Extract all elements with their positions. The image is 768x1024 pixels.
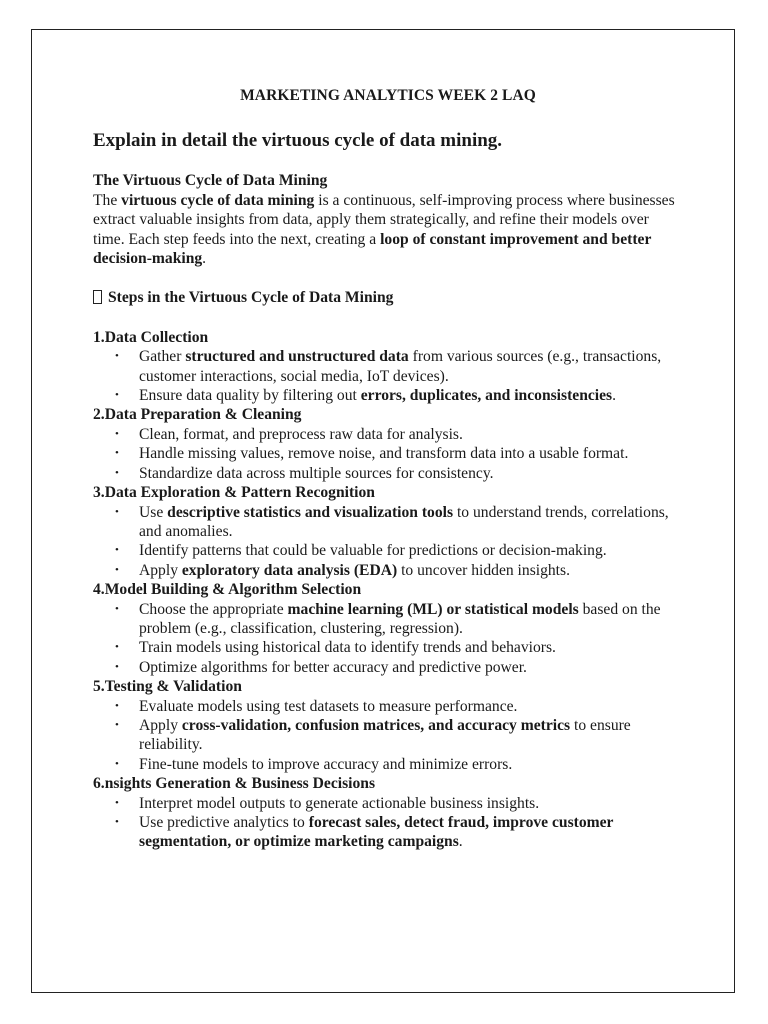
document-title: MARKETING ANALYTICS WEEK 2 LAQ [240, 87, 536, 104]
bullet-item: • Use descriptive statistics and visualization tools to understand trends, correlations, and anomalies. [115, 503, 669, 540]
bullet-item: • Choose the appropriate machine learning (ML) or statistical models based on the problem (e.g., classification, clustering, regression). [115, 600, 661, 637]
bullet-dot-icon: • [115, 563, 119, 576]
missing-glyph-icon [93, 290, 102, 304]
bullet-item: • Train models using historical data to identify trends and behaviors. [115, 639, 556, 657]
steps-list [93, 328, 683, 852]
bullet-item: • Ensure data quality by filtering out errors, duplicates, and inconsistencies. [115, 387, 617, 405]
steps-heading: Steps in the Virtuous Cycle of Data Mining [93, 288, 683, 307]
bullet-list [93, 503, 683, 581]
bullet-dot-icon: • [115, 757, 119, 770]
bullet-dot-icon: • [115, 816, 119, 828]
bullet-list [93, 347, 683, 405]
bullet-dot-icon: • [115, 389, 119, 402]
bullet-item: • Clean, format, and preprocess raw data for analysis. [115, 425, 463, 443]
bullet-dot-icon: • [115, 641, 119, 654]
bullet-item: • Use predictive analytics to forecast sales, detect fraud, improve customer segmentation, or optimize marketing campaigns. [115, 814, 614, 851]
bullet-list [93, 600, 683, 678]
step-title: 2.Data Preparation & Cleaning [93, 406, 302, 424]
bullet-item: • Apply cross-validation, confusion matrices, and accuracy metrics to ensure reliability. [115, 716, 631, 754]
bullet-item: • Evaluate models using test datasets to measure performance. [115, 697, 518, 715]
step-title: 6.nsights Generation & Business Decisions [93, 775, 376, 793]
bullet-dot-icon: • [115, 602, 119, 615]
bullet-item: • Apply exploratory data analysis (EDA) to uncover hidden insights. [115, 561, 570, 579]
bullet-list [93, 697, 683, 775]
bullet-item: • Gather structured and unstructured data from various sources (e.g., transactions, customer interactions, social media, IoT devices). [115, 348, 662, 385]
bullet-item: • Standardize data across multiple sources for consistency. [115, 464, 494, 482]
step-title: 1.Data Collection [93, 328, 209, 346]
section-heading: The Virtuous Cycle of Data Mining [93, 172, 328, 190]
step-3 [93, 483, 683, 580]
document-body [93, 86, 683, 852]
bullet-dot-icon: • [115, 447, 119, 460]
step-4 [93, 580, 683, 677]
bullet-list [93, 794, 683, 852]
step-5 [93, 677, 683, 774]
bullet-dot-icon: • [115, 427, 119, 440]
step-title: 4.Model Building & Algorithm Selection [93, 581, 362, 599]
bullet-dot-icon: • [115, 544, 119, 557]
bullet-dot-icon: • [115, 699, 119, 712]
bullet-dot-icon: • [115, 505, 119, 518]
bullet-item: • Fine-tune models to improve accuracy and minimize errors. [115, 755, 513, 773]
bullet-item: • Interpret model outputs to generate actionable business insights. [115, 794, 540, 812]
bullet-dot-icon: • [115, 718, 119, 731]
bullet-dot-icon: • [115, 660, 119, 673]
step-title: 3.Data Exploration & Pattern Recognition [93, 484, 375, 502]
step-title: 5.Testing & Validation [93, 678, 242, 696]
bullet-list [93, 425, 683, 483]
bullet-item: • Identify patterns that could be valuable for predictions or decision-making. [115, 542, 607, 560]
bullet-dot-icon: • [115, 350, 119, 363]
step-1 [93, 328, 683, 406]
bullet-dot-icon: • [115, 796, 119, 809]
step-2 [93, 405, 683, 483]
intro-paragraph: The virtuous cycle of data mining is a continuous, self-improving process where businesses extract valuable insights from data, apply them strategically, and refine their models over time. Each step feeds into the next, creating a loop of constant improvement and better decision-making. [93, 191, 675, 268]
bullet-item: • Handle missing values, remove noise, and transform data into a usable format. [115, 445, 629, 463]
question-heading: Explain in detail the virtuous cycle of data mining. [93, 130, 503, 152]
bullet-item: • Optimize algorithms for better accuracy and predictive power. [115, 658, 527, 676]
bullet-dot-icon: • [115, 466, 119, 479]
step-6 [93, 774, 683, 852]
